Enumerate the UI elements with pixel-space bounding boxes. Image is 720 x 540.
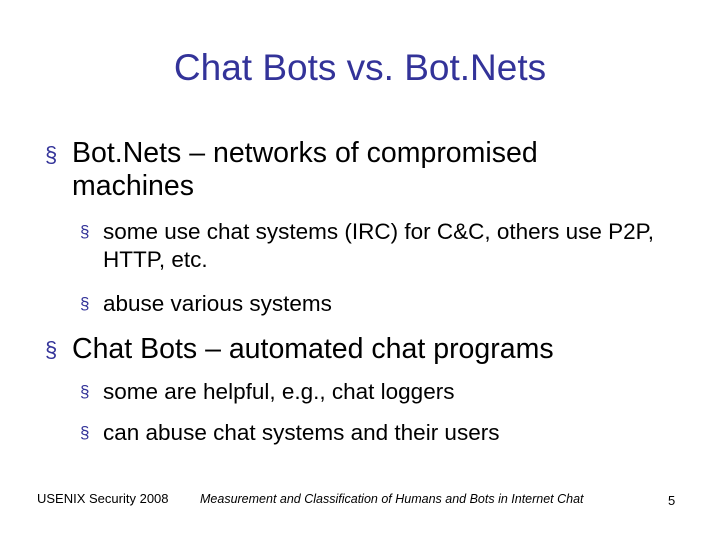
- bullet-botnets: Bot.Nets – networks of compromised machines: [72, 137, 538, 202]
- sub-bullet-irc: some use chat systems (IRC) for C&C, others use P2P, HTTP, etc.: [103, 219, 655, 272]
- sub-bullet-marker: §: [80, 423, 90, 442]
- footer-conference: USENIX Security 2008: [37, 491, 169, 506]
- bullet-chatbots: Chat Bots – automated chat programs: [72, 333, 554, 365]
- sub-bullet-marker: §: [80, 294, 90, 313]
- sub-bullet-helpful: some are helpful, e.g., chat loggers: [103, 379, 455, 404]
- sub-bullet-marker: §: [80, 222, 90, 241]
- footer-paper-title: Measurement and Classification of Humans and Bots in Internet Chat: [200, 492, 584, 506]
- bullet-marker: §: [45, 337, 58, 362]
- slide-title: Chat Bots vs. Bot.Nets: [173, 47, 547, 88]
- sub-bullet-marker: §: [80, 382, 90, 401]
- sub-bullet-abuse-chat: can abuse chat systems and their users: [103, 420, 500, 445]
- sub-bullet-abuse: abuse various systems: [103, 291, 332, 316]
- page-number: 5: [668, 493, 676, 508]
- bullet-marker: §: [45, 142, 58, 167]
